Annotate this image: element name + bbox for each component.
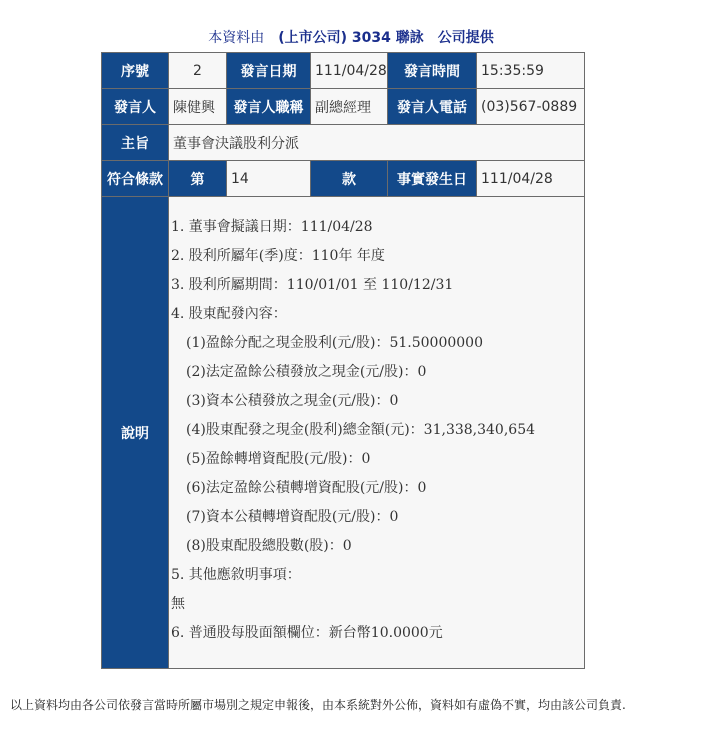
speaker-title-value: 副總經理	[311, 89, 388, 125]
provider-line	[0, 27, 702, 47]
speaker-phone-label: 發言人電話	[388, 89, 477, 125]
clause-suffix: 款	[311, 161, 388, 197]
desc-line: 5. 其他應敘明事項：	[171, 567, 301, 583]
desc-line: 無	[171, 596, 185, 612]
event-date-label: 事實發生日	[388, 161, 477, 197]
table-row-5	[102, 197, 585, 669]
seq-label: 序號	[102, 53, 169, 89]
speaker-phone-value: (03)567-0889	[477, 89, 585, 125]
table-row-3	[102, 125, 585, 161]
description-label: 說明	[102, 197, 169, 669]
desc-line: 3. 股利所屬期間：110/01/01 至 110/12/31	[171, 277, 454, 293]
desc-line: (1)盈餘分配之現金股利(元/股)：51.50000000	[186, 335, 483, 351]
date-label: 發言日期	[227, 53, 311, 89]
desc-line: (4)股東配發之現金(股利)總金額(元)：31,338,340,654	[186, 422, 536, 438]
date-value: 111/04/28	[311, 53, 388, 89]
clause-label: 符合條款	[102, 161, 169, 197]
desc-line: 4. 股東配發內容：	[171, 306, 287, 322]
event-date-value: 111/04/28	[477, 161, 585, 197]
desc-line: (5)盈餘轉增資配股(元/股)：0	[186, 451, 371, 467]
announcement-table	[101, 52, 585, 669]
desc-line: 1. 董事會擬議日期：111/04/28	[171, 219, 373, 235]
clause-value: 14	[227, 161, 311, 197]
provider-company: (上市公司) 3034 聯詠	[278, 30, 424, 46]
provider-prefix: 本資料由	[208, 30, 265, 46]
speaker-value: 陳健興	[169, 89, 227, 125]
desc-line: 6. 普通股每股面額欄位：新台幣10.0000元	[171, 625, 443, 641]
disclaimer-footer: 以上資料均由各公司依發言當時所屬市場別之規定申報後，由本系統對外公佈，資料如有虛偽不實，均由該公司負責.	[10, 698, 626, 712]
clause-prefix: 第	[169, 161, 227, 197]
table-row-4	[102, 161, 585, 197]
desc-line: (7)資本公積轉增資配股(元/股)：0	[186, 509, 399, 525]
subject-label: 主旨	[102, 125, 169, 161]
time-value: 15:35:59	[477, 53, 585, 89]
desc-line: (3)資本公積發放之現金(元/股)：0	[186, 393, 399, 409]
table-row-1	[102, 53, 585, 89]
description-content	[169, 197, 585, 669]
subject-value: 董事會決議股利分派	[169, 125, 585, 161]
desc-line: (2)法定盈餘公積發放之現金(元/股)：0	[186, 364, 427, 380]
time-label: 發言時間	[388, 53, 477, 89]
desc-line: 2. 股利所屬年(季)度：110年 年度	[171, 248, 385, 264]
desc-line: (6)法定盈餘公積轉增資配股(元/股)：0	[186, 480, 427, 496]
table-row-2	[102, 89, 585, 125]
desc-line: (8)股東配股總股數(股)：0	[186, 538, 352, 554]
speaker-label: 發言人	[102, 89, 169, 125]
seq-value: 2	[169, 53, 227, 89]
provider-suffix: 公司提供	[437, 30, 494, 46]
speaker-title-label: 發言人職稱	[227, 89, 311, 125]
